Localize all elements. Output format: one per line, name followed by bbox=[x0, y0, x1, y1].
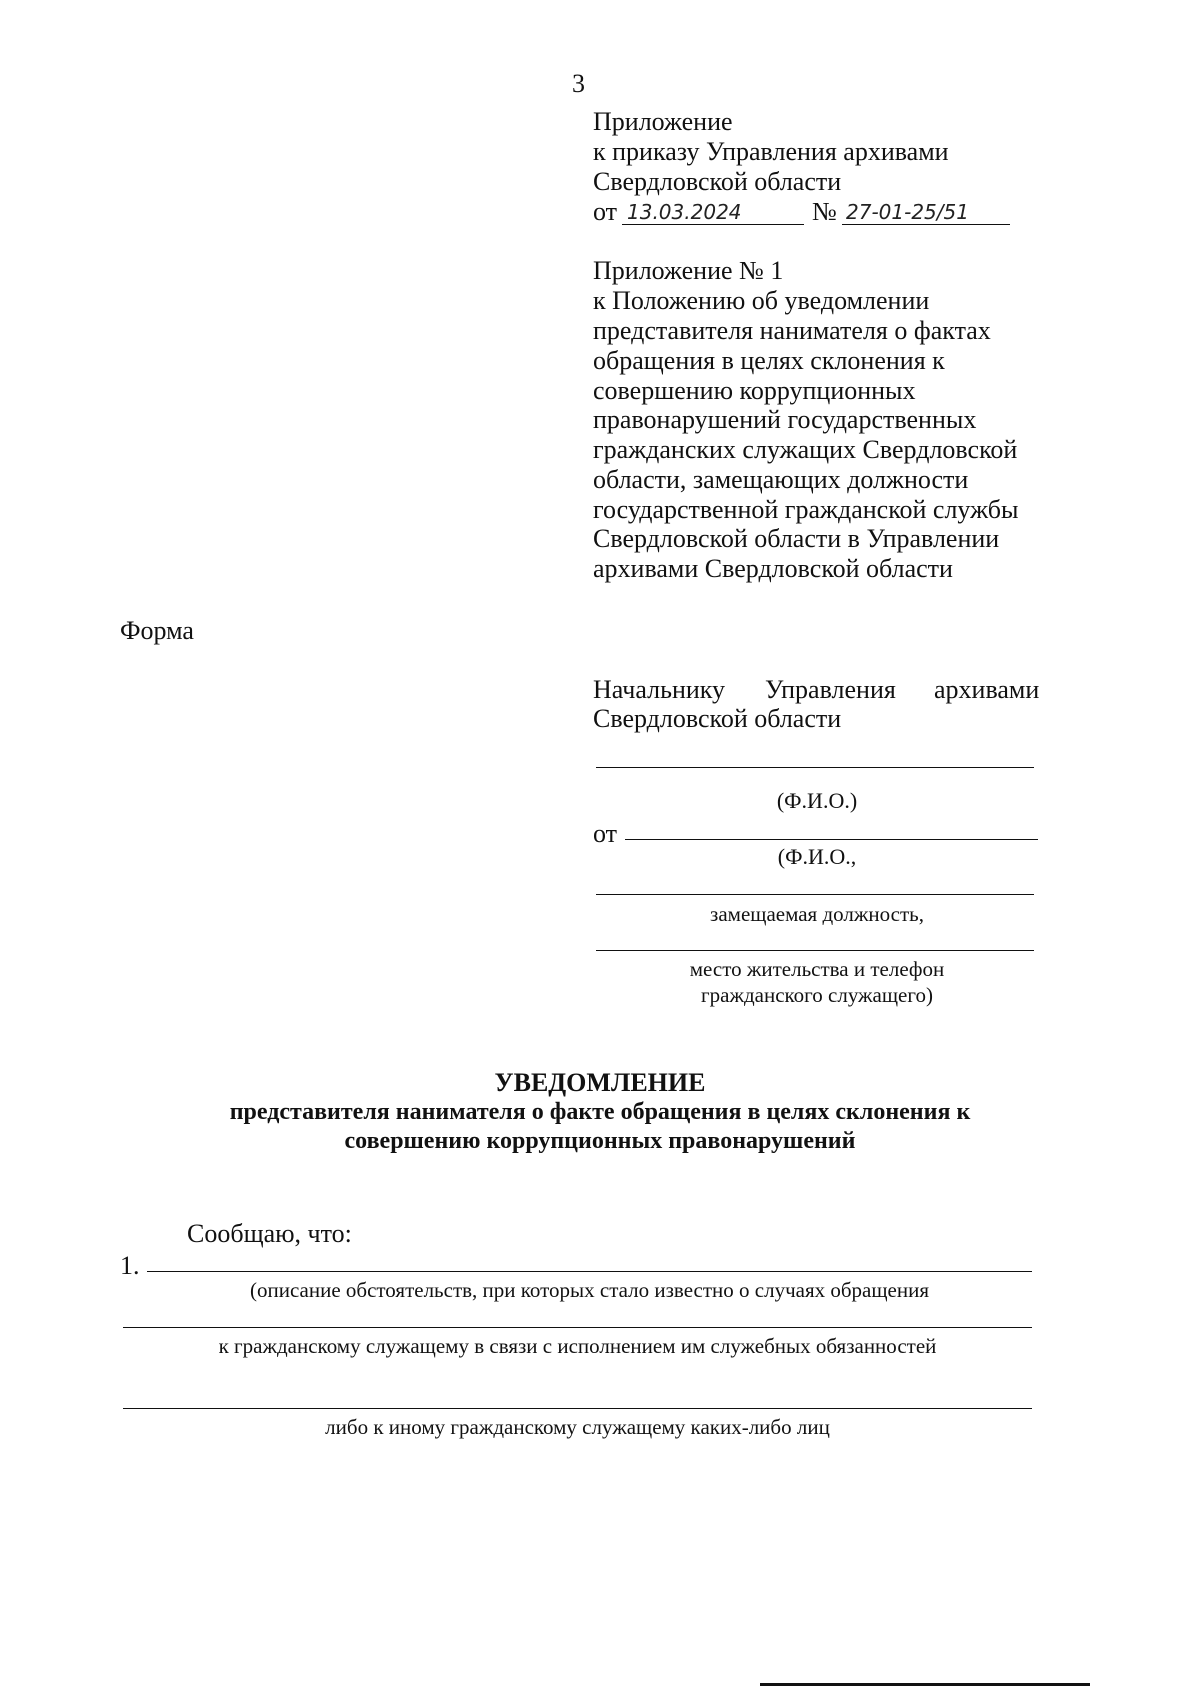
description-line bbox=[123, 1408, 1032, 1409]
position-line bbox=[596, 894, 1034, 895]
description-caption: либо к иному гражданскому служащему каких-либо лиц bbox=[325, 1415, 830, 1439]
notice-subtitle: представителя нанимателя о факте обращения в целях склонения к bbox=[229, 1099, 971, 1125]
notice-title: УВЕДОМЛЕНИЕ bbox=[494, 1068, 706, 1097]
notice-subtitle: совершению коррупционных правонарушений bbox=[344, 1128, 856, 1154]
from-line bbox=[625, 839, 1038, 840]
annex-line: правонарушений государственных bbox=[593, 405, 977, 434]
from-caption: (Ф.И.О., bbox=[777, 844, 857, 869]
residence-caption: место жительства и телефон bbox=[689, 957, 945, 981]
handwritten-date: 13.03.2024 bbox=[627, 200, 742, 224]
description-caption: к гражданскому служащему в связи с исполнением им служебных обязанностей bbox=[218, 1334, 937, 1358]
page-number: 3 bbox=[572, 69, 585, 98]
intro-text: Сообщаю, что: bbox=[187, 1219, 352, 1248]
appendix-line: к приказу Управления архивами bbox=[593, 137, 949, 166]
position-caption: замещаемая должность, bbox=[710, 902, 924, 926]
description-line bbox=[147, 1271, 1032, 1272]
annex-line: представителя нанимателя о фактах bbox=[593, 316, 991, 345]
from-label: от bbox=[593, 819, 618, 848]
annex-line: области, замещающих должности bbox=[593, 465, 969, 494]
form-label: Форма bbox=[120, 616, 194, 645]
annex-line: гражданских служащих Свердловской bbox=[593, 435, 1018, 464]
description-line bbox=[123, 1327, 1032, 1328]
date-underline bbox=[622, 224, 804, 225]
addressee-word: архивами bbox=[934, 675, 1040, 704]
annex-line: к Положению об уведомлении bbox=[593, 286, 930, 315]
annex-line: архивами Свердловской области bbox=[593, 554, 953, 583]
residence-caption: гражданского служащего) bbox=[701, 983, 933, 1007]
handwritten-number: 27-01-25/51 bbox=[846, 200, 969, 224]
annex-line: совершению коррупционных bbox=[593, 376, 916, 405]
date-prefix: от bbox=[593, 197, 618, 226]
item-number: 1. bbox=[120, 1251, 140, 1280]
annex-line: государственной гражданской службы bbox=[593, 495, 1019, 524]
annex-line: обращения в целях склонения к bbox=[593, 346, 945, 375]
fio-line bbox=[596, 767, 1034, 768]
addressee-word: Управления bbox=[765, 675, 896, 704]
addressee-word: Начальнику bbox=[593, 675, 726, 704]
addressee-line-2: Свердловской области bbox=[593, 704, 842, 733]
footnote-separator bbox=[760, 1683, 1090, 1686]
residence-line bbox=[596, 950, 1034, 951]
number-underline bbox=[842, 224, 1010, 225]
annex-line: Приложение № 1 bbox=[593, 256, 784, 285]
annex-line: Свердловской области в Управлении bbox=[593, 524, 1000, 553]
fio-caption: (Ф.И.О.) bbox=[776, 788, 858, 813]
description-caption: (описание обстоятельств, при которых стало известно о случаях обращения bbox=[249, 1278, 929, 1302]
number-sign: № bbox=[812, 197, 837, 226]
appendix-line: Приложение bbox=[593, 107, 733, 136]
appendix-line: Свердловской области bbox=[593, 167, 842, 196]
